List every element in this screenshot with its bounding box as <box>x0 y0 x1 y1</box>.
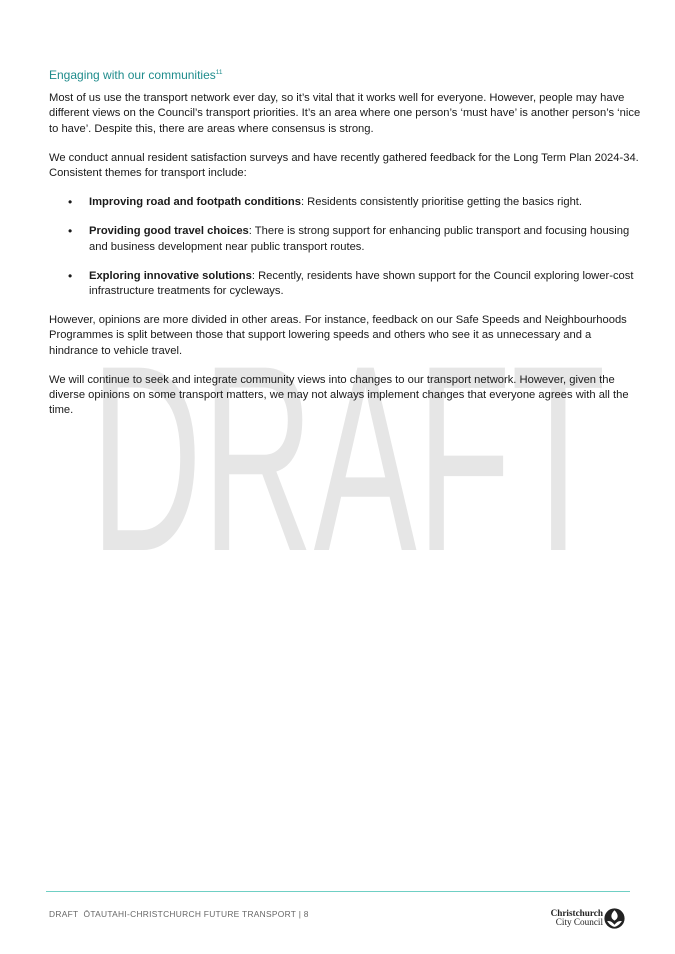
logo-line-1: Christchurch <box>550 908 603 918</box>
draft-watermark-text: DRAFT <box>90 335 606 565</box>
themes-list <box>49 195 641 299</box>
theme-text: : There is strong support for enhancing public transport and focusing housing and business development near public transport routes. <box>89 225 630 253</box>
footer-text: DRAFT ŌTAUTAHI-CHRISTCHURCH FUTURE TRANSPORT | 8 <box>49 909 309 919</box>
theme-title: Exploring innovative solutions <box>89 269 252 282</box>
page-content <box>49 68 641 432</box>
council-logo <box>543 907 627 931</box>
section-heading <box>49 68 641 83</box>
section-heading-text: Engaging with our communities <box>49 68 216 82</box>
theme-text: : Residents consistently prioritise getting the basics right. <box>300 196 583 209</box>
footnote-ref: 11 <box>215 69 223 76</box>
surveys-paragraph: We conduct annual resident satisfaction surveys and have recently gathered feedback for the Long Term Plan 2024-34. Consistent themes for transport include: <box>49 151 639 180</box>
council-logo-text <box>543 909 603 927</box>
theme-title: Providing good travel choices <box>89 225 249 238</box>
list-item <box>89 195 641 210</box>
theme-text: : Recently, residents have shown support for the Council exploring lower-cost infrastructure treatments for cycleways. <box>89 269 634 298</box>
intro-paragraph: Most of us use the transport network ever day, so it’s vital that it works well for everyone. However, people may have different views on the Council’s transport priorities. It’s an area where one person’s ‘must have’ is another person’s ‘nice to have’. Despite this, there are areas where consensus is strong. <box>49 92 641 135</box>
logo-line-2: City Council <box>555 917 603 928</box>
theme-title: Improving road and footpath conditions <box>89 196 301 209</box>
footer-divider <box>46 891 630 892</box>
closing-paragraph: We will continue to seek and integrate community views into changes to our transport network. However, given the diverse opinions on some transport matters, we may not always implement changes that everyone agrees with all the time. <box>49 373 629 417</box>
divided-paragraph: However, opinions are more divided in other areas. For instance, feedback on our Safe Speeds and Neighbourhoods Programmes is split between those that support lowering speeds and others who see it as unnecessary and a hindrance to vehicle travel. <box>49 314 627 357</box>
council-emblem-icon <box>604 908 625 929</box>
list-item <box>89 224 641 254</box>
list-item <box>89 269 641 299</box>
